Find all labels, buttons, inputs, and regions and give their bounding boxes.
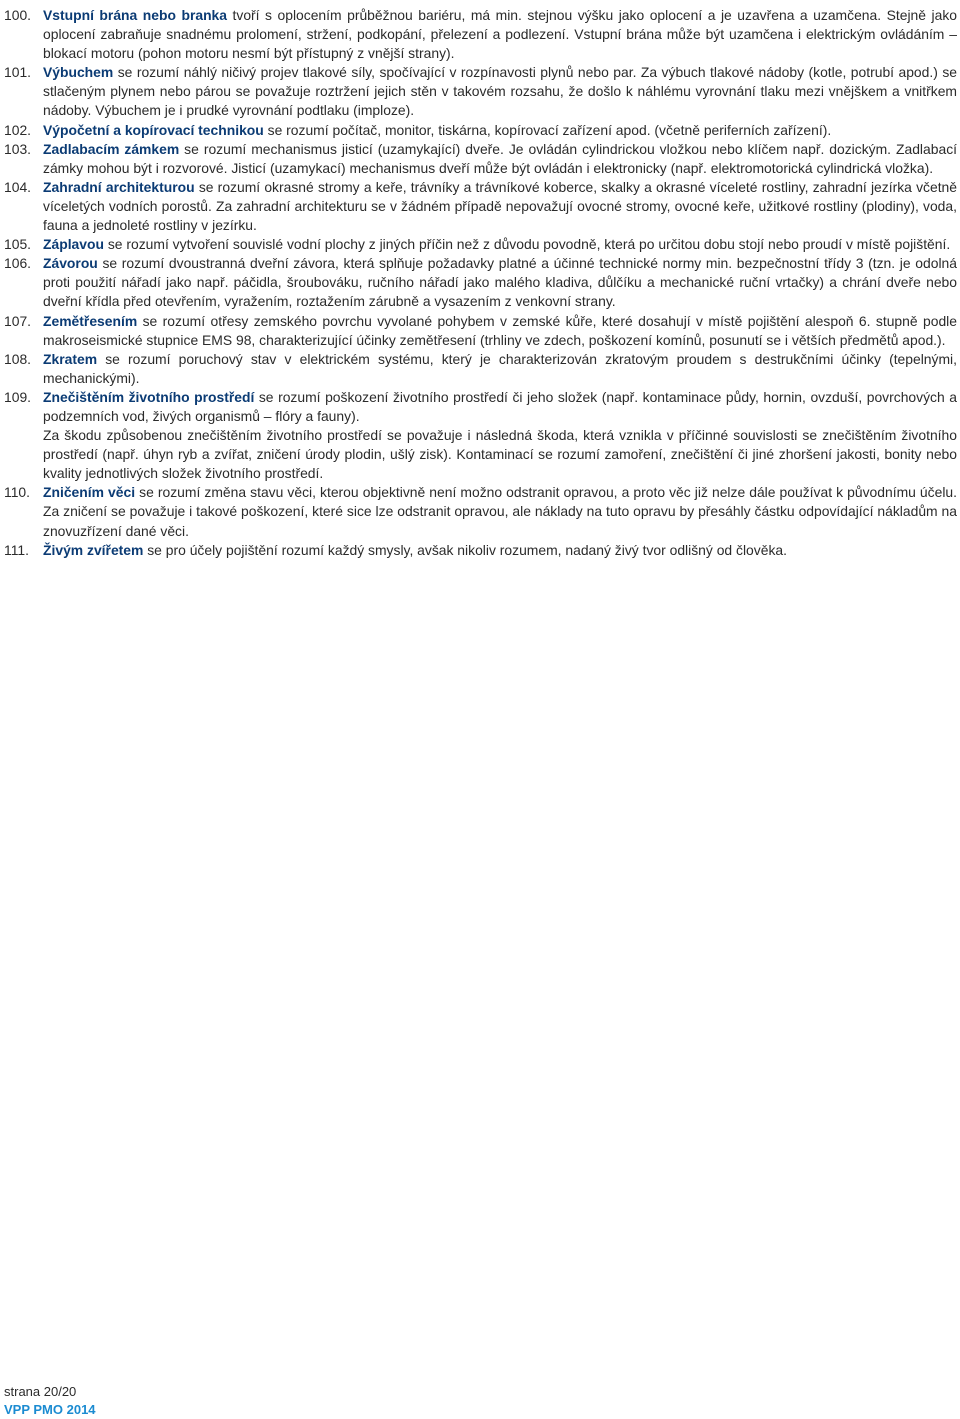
term: Živým zvířetem	[43, 541, 144, 558]
definition-text: se rozumí dvoustranná dveřní závora, která splňuje požadavky platné a účinné technické normy min. bezpečnostní třídy 3 (tzn. je odolná proti použití nářadí jako např. páčidla, šroubováku, ručního nářadí jako malého kladiva, důlčíku a mechanické ruční vrtačky) a chrání dveře nebo dveřní křídla před otevřením, vyražením, roztažením zárubně a vysazením z venkovní strany.	[43, 255, 957, 310]
item-number: 108.	[4, 350, 32, 367]
definition-111	[4, 541, 957, 560]
term: Závorou	[43, 255, 98, 272]
definition-text: se rozumí otřesy zemského povrchu vyvolané pohybem v zemské kůře, které dosahují v místě pojištění alespoň 6. stupně podle makroseismické stupnice EMS 98, charakterizující účinky zemětřesení (trhliny ve zdech, poškození komínů, posunutí se i větších předmětů apod.).	[43, 312, 957, 348]
definition-105	[4, 235, 957, 254]
term: Výpočetní a kopírovací technikou	[43, 121, 264, 138]
definition-text: se rozumí vytvoření souvislé vodní plochy z jiných příčin než z důvodu povodně, která po určitou dobu stojí nebo proudí v místě pojištění.	[103, 236, 951, 253]
item-number: 106.	[4, 255, 32, 272]
definition-103	[4, 140, 957, 178]
definition-109	[4, 388, 957, 483]
item-number: 111.	[4, 541, 29, 558]
item-number: 105.	[4, 236, 32, 253]
term: Zahradní architekturou	[43, 178, 195, 195]
definition-extra-paragraph: Za škodu způsobenou znečištěním životního prostředí se považuje i následná škoda, která vznikla v příčinné souvislosti se znečištěním životního prostředí (např. úhyn ryb a zvířat, zničení úrody plodin, ušlý zisk). Kontaminací se rozumí zamoření, znečištění či jiné zhoršení jakosti, bonity nebo kvality jednotlivých složek životního prostředí.	[43, 427, 957, 482]
item-number: 102.	[4, 121, 32, 138]
item-number: 107.	[4, 312, 32, 329]
definition-text: se rozumí poruchový stav v elektrickém systému, který je charakterizován zkratovým proudem s destrukčními účinky (tepelnými, mechanickými).	[43, 350, 957, 386]
definition-text: se pro účely pojištění rozumí každý smysly, avšak nikoliv rozumem, nadaný živý tvor odlišný od člověka.	[143, 541, 787, 558]
page-number: strana 20/20	[4, 1384, 77, 1399]
item-number: 110.	[4, 484, 31, 501]
definition-108	[4, 350, 957, 388]
definition-107	[4, 312, 957, 350]
document-code: VPP PMO 2014	[4, 1402, 96, 1417]
term: Záplavou	[43, 236, 104, 253]
page-footer	[4, 1383, 96, 1419]
definition-text: se rozumí mechanismus jisticí (uzamykající) dveře. Je ovládán cylindrickou vložkou nebo klíčem např. dozickým. Zadlabací zámky mohou být i rozvorové. Jisticí (uzamykací) mechanismus dveří může být ovládán i elektronicky (např. elektromotorická cylindrická vložka).	[43, 140, 957, 176]
definition-text: se rozumí náhlý ničivý projev tlakové síly, spočívající v rozpínavosti plynů nebo par. Za výbuch tlakové nádoby (kotle, potrubí apod.) se stlačeným plynem nebo párou se považuje roztržení jejich stěn v takovém rozsahu, že došlo k náhlému vyrovnání tlaku mezi vnějškem a vnitřkem nádoby. Výbuchem je i prudké vyrovnání podtlaku (imploze).	[43, 64, 957, 119]
item-number: 109.	[4, 388, 32, 405]
term: Znečištěním životního prostředí	[43, 388, 255, 405]
definition-102	[4, 121, 957, 140]
item-number: 101.	[4, 64, 32, 81]
definition-text: se rozumí změna stavu věci, kterou objektivně není možno odstranit opravou, a proto věc již nelze dále používat k původnímu účelu. Za zničení se považuje i takové poškození, které sice lze odstranit opravou, ale náklady na tuto opravu by přesáhly částku odpovídající nákladům na znovuzřízení dané věci.	[43, 484, 957, 539]
term: Zničením věci	[43, 484, 136, 501]
definitions-list	[4, 6, 957, 560]
term: Výbuchem	[43, 64, 114, 81]
term: Vstupní brána nebo branka	[43, 7, 228, 23]
term: Zkratem	[43, 350, 98, 367]
definition-text: tvoří s oplocením průběžnou bariéru, má min. stejnou výšku jako oplocení a je uzavřena a uzamčena. Stejně jako oplocení zabraňuje snadnému prolomení, stržení, podkopání, přelezení a podlezení. Vstupní brána může být uzamčena i elektrickým ovládáním – blokací motoru (pohon motoru nesmí být přístupný z vnější strany).	[43, 7, 957, 62]
item-number: 100.	[4, 7, 32, 23]
definition-text: se rozumí poškození životního prostředí či jeho složek (např. kontaminace půdy, hornin, ovzduší, povrchových a podzemních vod, živých organismů – flóry a fauny).	[43, 388, 957, 424]
term: Zadlabacím zámkem	[43, 140, 180, 157]
definition-100	[4, 6, 957, 63]
term: Zemětřesením	[43, 312, 138, 329]
definition-101	[4, 63, 957, 120]
definition-110	[4, 483, 957, 540]
item-number: 104.	[4, 178, 32, 195]
definition-text: se rozumí počítač, monitor, tiskárna, kopírovací zařízení apod. (včetně periferních zařízení).	[263, 121, 832, 138]
definition-104	[4, 178, 957, 235]
definition-text: se rozumí okrasné stromy a keře, trávníky a trávníkové koberce, skalky a okrasné víceleté rostliny, zahradní jezírka včetně víceletých vodních porostů. Za zahradní architekturu se v žádném případě nepovažují ovocné stromy, ovocné keře, užitkové rostliny (plodiny), voda, fauna a jednoleté rostliny v jezírku.	[43, 178, 958, 234]
item-number: 103.	[4, 140, 32, 157]
definition-106	[4, 254, 957, 311]
